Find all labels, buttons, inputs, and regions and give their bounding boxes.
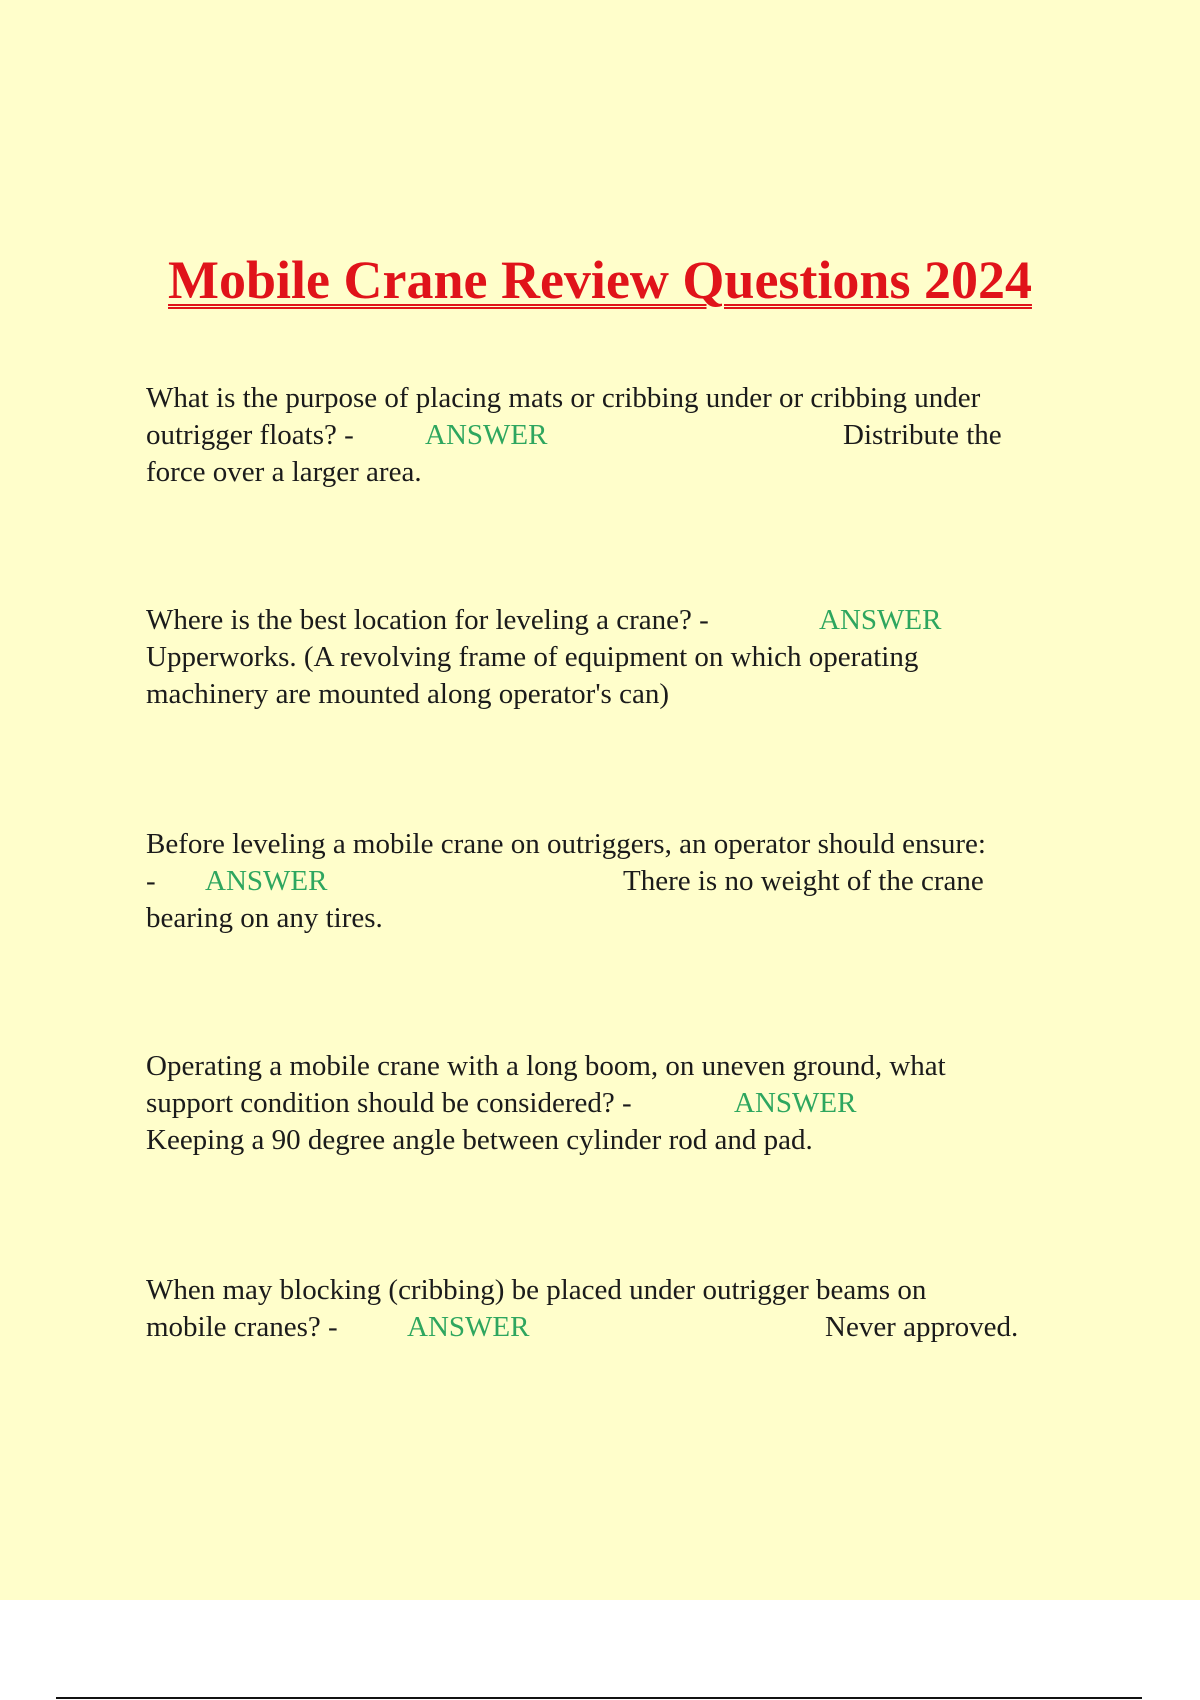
page-bottom-rule	[56, 1697, 1142, 1699]
answer-text: Never approved.	[825, 1311, 1019, 1343]
answer-text: Distribute the	[843, 419, 1002, 451]
qa-item-2	[146, 602, 1086, 713]
question-text: Operating a mobile crane with a long boom, on uneven ground, what	[146, 1050, 946, 1082]
question-text: What is the purpose of placing mats or cribbing under or cribbing under	[146, 382, 981, 414]
qa-item-5	[146, 1272, 1086, 1346]
answer-label: ANSWER	[425, 419, 548, 451]
question-text: mobile cranes? -	[146, 1311, 338, 1343]
question-text: support condition should be considered? -	[146, 1087, 632, 1119]
answer-text: There is no weight of the crane	[623, 865, 984, 897]
answer-label: ANSWER	[819, 604, 942, 636]
qa-item-4	[146, 1048, 1086, 1159]
answer-label: ANSWER	[407, 1311, 530, 1343]
answer-label: ANSWER	[734, 1087, 857, 1119]
question-text: -	[146, 865, 156, 897]
page-title	[0, 248, 1200, 312]
question-text: When may blocking (cribbing) be placed under outrigger beams on	[146, 1274, 927, 1306]
question-text: outrigger floats? -	[146, 419, 354, 451]
question-text: Before leveling a mobile crane on outriggers, an operator should ensure:	[146, 828, 986, 860]
answer-text: bearing on any tires.	[146, 902, 383, 934]
answer-label: ANSWER	[205, 865, 328, 897]
answer-text: machinery are mounted along operator's can)	[146, 678, 669, 710]
answer-text: force over a larger area.	[146, 456, 422, 488]
answer-text: Keeping a 90 degree angle between cylinder rod and pad.	[146, 1124, 813, 1156]
answer-text: Upperworks. (A revolving frame of equipment on which operating	[146, 641, 919, 673]
question-text: Where is the best location for leveling a crane? -	[146, 604, 709, 636]
qa-item-1	[146, 380, 1086, 491]
page-title-text: Mobile Crane Review Questions 2024	[168, 250, 1032, 310]
qa-item-3	[146, 826, 1086, 937]
